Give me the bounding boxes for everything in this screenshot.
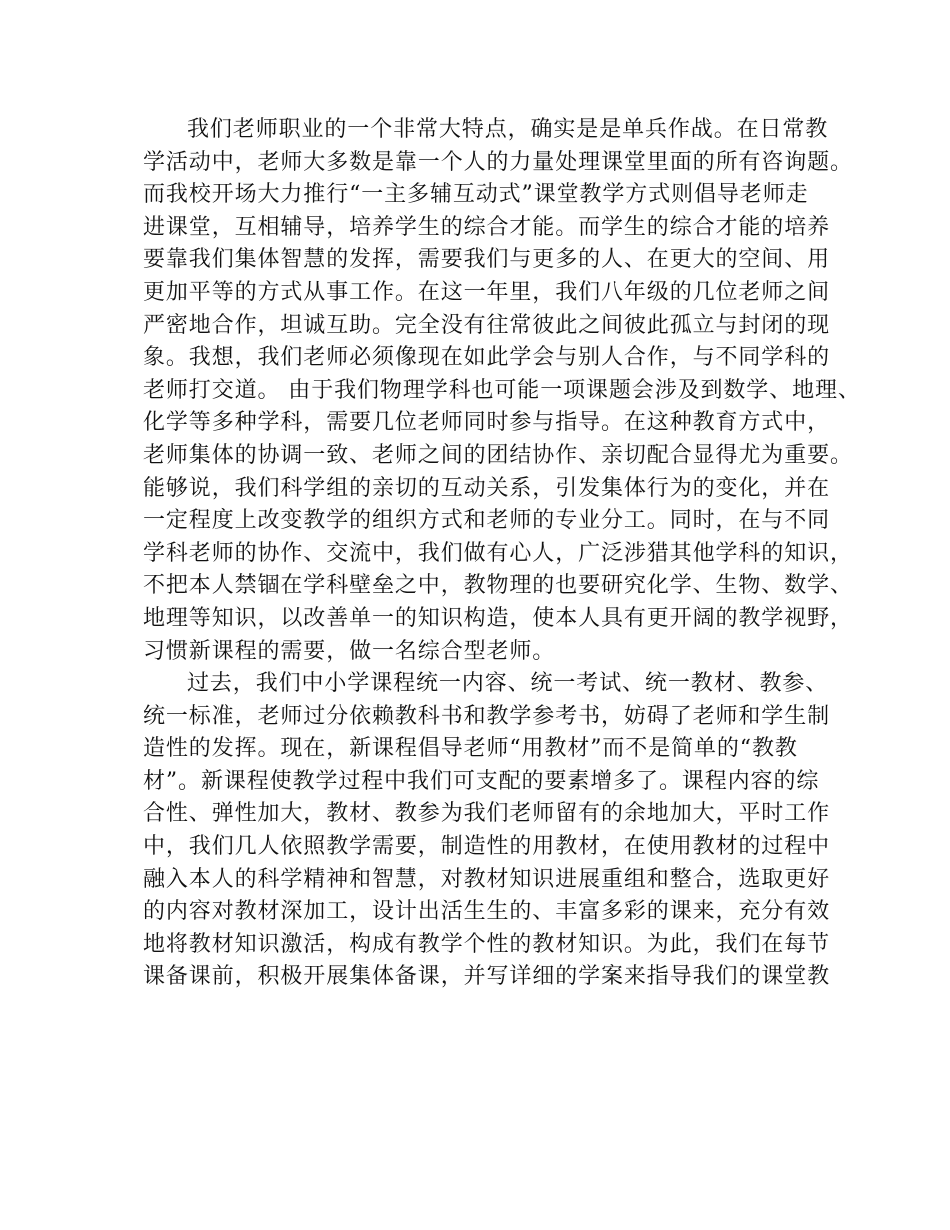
text-line: 我们老师职业的一个非常大特点，确实是是单兵作战。在日常教 xyxy=(187,117,829,142)
paragraph-2 xyxy=(143,668,833,994)
text-line: 合性、弹性加大，教材、教参为我们老师留有的余地加大，平时工作 xyxy=(143,801,831,827)
text-line: 习惯新课程的需要，做一名综合型老师。 xyxy=(143,638,556,664)
text-line: 老师打交道。 由于我们物理学科也可能一项课题会涉及到数学、地理、 xyxy=(143,377,861,403)
paragraph-1 xyxy=(143,114,861,668)
text-line: 地将教材知识激活，构成有教学个性的教材知识。为此，我们在每节 xyxy=(143,931,831,957)
text-line: 不把本人禁锢在学科壁垒之中，教物理的也要研究化学、生物、数学、 xyxy=(143,573,853,599)
text-line: 而我校开场大力推行“一主多辅互动式”课堂教学方式则倡导老师走 xyxy=(143,182,809,208)
text-line: 能够说，我们科学组的亲切的互动关系，引发集体行为的变化，并在 xyxy=(143,475,831,501)
text-line: 材”。新课程使教学过程中我们可支配的要素增多了。课程内容的综 xyxy=(143,768,820,794)
text-line: 地理等知识，以改善单一的知识构造，使本人具有更开阔的教学视野， xyxy=(143,605,853,631)
text-line: 化学等多种学科，需要几位老师同时参与指导。在这种教育方式中， xyxy=(143,410,831,436)
text-line: 老师集体的协调一致、老师之间的团结协作、亲切配合显得尤为重要。 xyxy=(143,442,853,468)
text-line: 进课堂，互相辅导，培养学生的综合才能。而学生的综合才能的培养 xyxy=(143,214,831,240)
text-line: 要靠我们集体智慧的发挥，需要我们与更多的人、在更大的空间、用 xyxy=(143,247,831,273)
text-line: 过去，我们中小学课程统一内容、统一考试、统一教材、教参、 xyxy=(187,671,829,697)
text-line: 学活动中，老师大多数是靠一个人的力量处理课堂里面的所有咨询题。 xyxy=(143,149,853,175)
text-line: 象。我想，我们老师必须像现在如此学会与别人合作，与不同学科的 xyxy=(143,345,831,371)
body-text xyxy=(143,114,861,994)
text-line: 融入本人的科学精神和智慧，对教材知识进展重组和整合，选取更好 xyxy=(143,866,831,892)
text-line: 一定程度上改变教学的组织方式和老师的专业分工。同时，在与不同 xyxy=(143,508,831,534)
text-line: 更加平等的方式从事工作。在这一年里，我们八年级的几位老师之间 xyxy=(143,279,831,305)
text-line: 的内容对教材深加工，设计出活生生的、丰富多彩的课来，充分有效 xyxy=(143,899,831,925)
text-line: 造性的发挥。现在，新课程倡导老师“用教材”而不是简单的“教教 xyxy=(143,736,798,762)
text-line: 学科老师的协作、交流中，我们做有心人，广泛涉猎其他学科的知识， xyxy=(143,540,853,566)
text-line: 严密地合作，坦诚互助。完全没有往常彼此之间彼此孤立与封闭的现 xyxy=(143,312,831,338)
text-line: 统一标准，老师过分依赖教科书和教学参考书，妨碍了老师和学生制 xyxy=(143,703,831,729)
text-line: 课备课前，积极开展集体备课，并写详细的学案来指导我们的课堂教 xyxy=(143,964,831,990)
text-line: 中，我们几人依照教学需要，制造性的用教材，在使用教材的过程中 xyxy=(143,834,831,860)
